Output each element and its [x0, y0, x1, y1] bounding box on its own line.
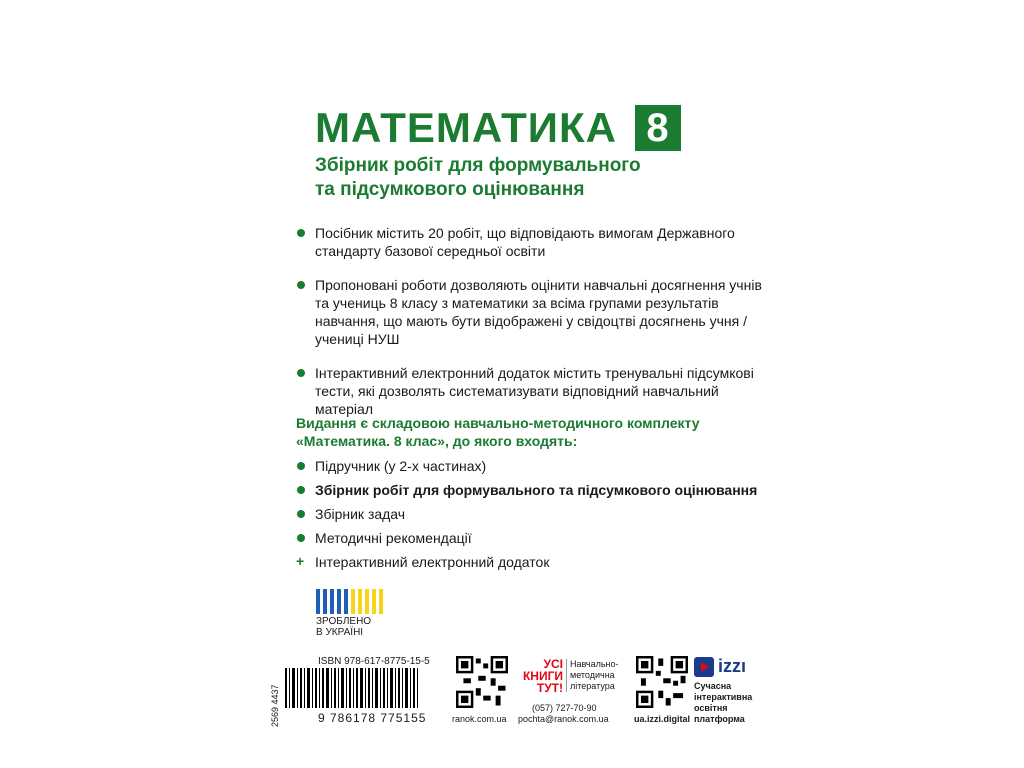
kit-list	[296, 457, 766, 577]
izzi-site: ua.izzi.digital	[634, 714, 691, 724]
bullet-icon	[297, 486, 305, 494]
made-in-ukraine-flag-icon	[316, 589, 383, 614]
subtitle-line: та підсумкового оцінювання	[315, 179, 585, 200]
barcode-number: 9 786178 775155	[318, 711, 427, 725]
bullet-icon	[297, 281, 305, 289]
barcode-side-number: 2569 4437	[270, 684, 280, 727]
email: pochta@ranok.com.ua	[518, 714, 609, 724]
list-item: Збірник робіт для формувального та підсумкового оцінювання	[296, 481, 766, 505]
ranok-site: ranok.com.ua	[452, 714, 507, 724]
bullet-icon	[297, 510, 305, 518]
bullet-icon	[297, 462, 305, 470]
bullet-icon	[297, 369, 305, 377]
list-item: Інтерактивний електронний додаток містить тренувальні підсумкові тести, які дозволять систематизувати відповідний навчальний матеріал	[296, 364, 766, 418]
bullet-icon	[297, 229, 305, 237]
izzi-qr-code-icon	[636, 656, 688, 708]
bullet-icon	[297, 534, 305, 542]
ranok-qr-code-icon	[456, 656, 508, 708]
list-item: Пропоновані роботи дозволяють оцінити навчальні досягнення учнів та учениць 8 класу з математики за всіма групами результатів навчання, що мають бути відображені у свідоцтві досягнень учня / учениці НУШ	[296, 276, 766, 348]
subtitle-line: Збірник робіт для формувального	[315, 155, 641, 176]
list-item: Підручник (у 2-х частинах)	[296, 457, 766, 481]
features-list	[296, 224, 766, 434]
izzi-description: Сучасна інтерактивна освітня платформа	[694, 681, 753, 724]
grade-badge: 8	[635, 105, 681, 151]
plus-icon: +	[296, 553, 305, 569]
barcode-icon	[285, 668, 425, 708]
phone: (057) 727-70-90	[532, 703, 597, 713]
publisher-label: Навчально- методична література	[566, 659, 619, 692]
kit-intro: Видання є складовою навчально-методичного комплекту «Математика. 8 клас», до якого входять:	[296, 415, 700, 449]
isbn: ISBN 978-617-8775-15-5	[318, 656, 430, 667]
book-title	[315, 104, 681, 152]
izzi-logo: izzı	[694, 656, 746, 677]
book-subtitle	[315, 154, 735, 202]
title-text: МАТЕМАТИКА	[315, 104, 617, 151]
all-books-here-logo: УСІ КНИГИ ТУТ!	[522, 657, 563, 695]
list-item: Посібник містить 20 робіт, що відповідають вимогам Державного стандарту базової середньої освіти	[296, 224, 766, 260]
list-item: + Інтерактивний електронний додаток	[296, 553, 550, 570]
list-item: Методичні рекомендації	[296, 529, 766, 553]
made-in-ukraine-label: ЗРОБЛЕНО В УКРАЇНІ	[316, 616, 372, 638]
list-item: Збірник задач	[296, 505, 766, 529]
izzi-play-icon	[694, 657, 714, 677]
